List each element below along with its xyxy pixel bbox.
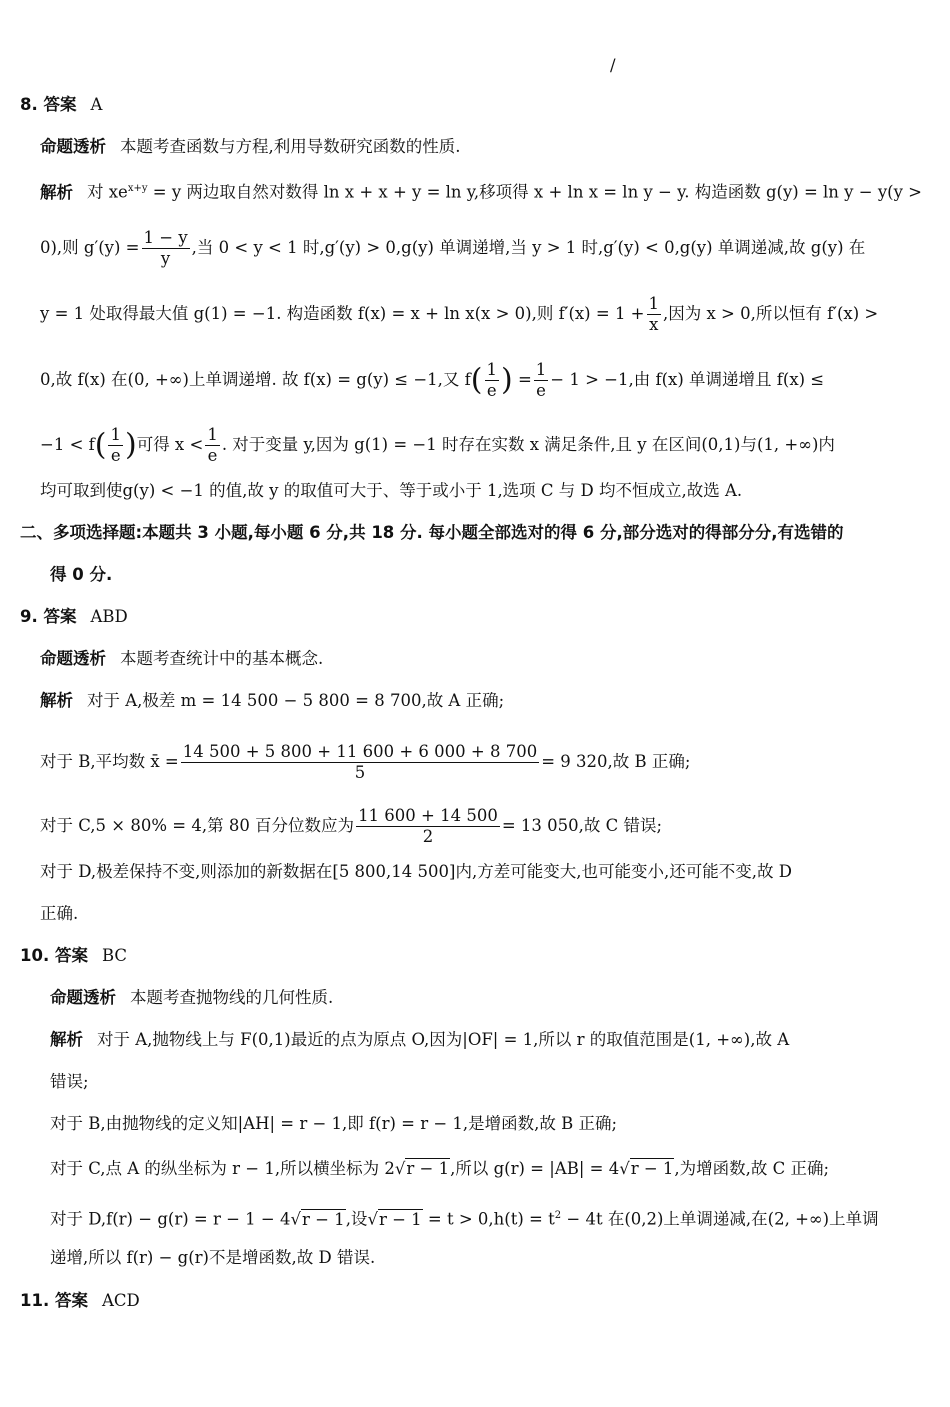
q8-answer-line [20, 93, 102, 117]
q8-fraction [485, 360, 500, 401]
q8-analysis-label: 解析 [40, 182, 73, 202]
numerator: 14 500 + 5 800 + 11 600 + 6 000 + 8 700 [182, 742, 538, 761]
numerator: 1 [486, 360, 497, 379]
q10-analysis-d-cont: 递增,所以 f(r) − g(r)不是增函数,故 D 错误. [50, 1248, 376, 1267]
q8-analysis-line2 [40, 228, 865, 269]
q8-text: . 对于变量 y,因为 g(1) = −1 时存在实数 x 满足条件,且 y 在区间(0,1)与(1, +∞)内 [221, 435, 835, 454]
numerator: 1 − y [143, 228, 188, 247]
q10-text: ,设 [345, 1209, 368, 1229]
q10-analysis-d [50, 1204, 879, 1232]
q9-text: 对于 C,5 × 80% = 4,第 80 百分位数应为 [40, 816, 355, 835]
q8-analysis-line4 [40, 360, 824, 401]
numerator: 1 [535, 360, 547, 379]
q8-text: − 1 > −1,由 f(x) 单调递增且 f(x) ≤ [550, 370, 825, 389]
q10-insight-line [50, 986, 333, 1010]
q10-answer: BC [101, 946, 128, 965]
q8-insight: 本题考查函数与方程,利用导数研究函数的性质. [120, 137, 461, 156]
sqrt-sign: √ [367, 1209, 378, 1229]
q8-text: 0),则 g′(y) = [40, 238, 140, 257]
denominator: e [536, 381, 546, 400]
sqrt-radicand: r − 1 [378, 1209, 422, 1229]
q9-analysis-a [40, 689, 504, 713]
q10-text: ,为增函数,故 C 正确; [674, 1159, 830, 1178]
paren-close: ) [124, 427, 137, 463]
section2-heading-cont: 得 0 分. [50, 565, 113, 584]
q9-text: = 13 050,故 C 错误; [501, 816, 663, 835]
q8-insight-label: 命题透析 [40, 137, 106, 156]
q10-text: − 4t 在(0,2)上单调递减,在(2, +∞)上单调 [561, 1209, 879, 1229]
paren-open: ( [94, 427, 107, 463]
q9-insight: 本题考查统计中的基本概念. [120, 649, 324, 668]
q8-fraction [142, 228, 190, 269]
denominator: y [160, 249, 171, 268]
q8-exponent: x+y [127, 183, 148, 194]
q8-text: y = 1 处取得最大值 g(1) = −1. 构造函数 f(x) = x + ln x(x > 0),则 f′(x) = 1 + [40, 304, 645, 323]
q8-answer: A [90, 95, 103, 114]
section2-heading: 二、多项选择题:本题共 3 小题,每小题 6 分,共 18 分. 每小题全部选对的得 6 分,部分选对的得部分分,有选错的 [20, 523, 844, 542]
numerator: 1 [110, 425, 121, 444]
q9-fraction [356, 806, 500, 847]
q10-insight-label: 命题透析 [50, 988, 116, 1007]
q8-text: 0,故 f(x) 在(0, +∞)上单调递增. 故 f(x) = g(y) ≤ −1,又 f [40, 370, 471, 389]
q10-text: = t > 0,h(t) = t [422, 1209, 555, 1229]
q10-answer-line [20, 944, 127, 968]
numerator: 1 [648, 294, 660, 313]
sqrt-sign: √ [290, 1209, 301, 1229]
q11-answer: ACD [101, 1291, 140, 1310]
q10-head: 10. 答案 [20, 946, 88, 965]
q9-answer-line [20, 605, 128, 629]
q8-text: ,当 0 < y < 1 时,g′(y) > 0,g(y) 单调递增,当 y > 1 时,g′(y) < 0,g(y) 单调递减,故 g(y) 在 [191, 238, 866, 257]
q11-head: 11. 答案 [20, 1291, 88, 1310]
sqrt-radicand: r − 1 [301, 1209, 345, 1229]
q10-text: ,所以 g(r) = |AB| = 4 [450, 1159, 620, 1178]
q8-fraction [205, 425, 220, 466]
q10-text: 对于 C,点 A 的纵坐标为 r − 1,所以横坐标为 2 [50, 1159, 395, 1178]
q9-fraction [181, 742, 539, 783]
q10-insight: 本题考查抛物线的几何性质. [130, 988, 334, 1007]
q10-text: 对于 D,f(r) − g(r) = r − 1 − 4 [50, 1209, 291, 1229]
denominator: 5 [354, 763, 366, 782]
q8-text: 可得 x < [136, 435, 204, 454]
sqrt-sign: √ [394, 1159, 406, 1178]
denominator: 2 [422, 827, 434, 846]
q9-analysis-label: 解析 [40, 691, 73, 710]
paren-close: ) [501, 362, 513, 398]
q9-analysis-d-cont: 正确. [40, 904, 79, 923]
q8-analysis-line5 [40, 425, 835, 466]
q8-analysis-line6: 均可取到使g(y) < −1 的值,故 y 的取值可大于、等于或小于 1,选项 C 与 D 均不恒成立,故选 A. [40, 481, 743, 500]
q9-analysis-d: 对于 D,极差保持不变,则添加的新数据在[5 800,14 500]内,方差可能变大,也可能变小,还可能不变,故 D [40, 862, 792, 881]
q8-analysis-line3 [40, 294, 878, 335]
q8-fraction [108, 425, 123, 466]
sqrt-sign: √ [619, 1159, 630, 1178]
paren-open: ( [470, 362, 483, 398]
numerator: 1 [207, 425, 218, 444]
q9-text: 对于 B,平均数 x̄ = [40, 752, 179, 771]
denominator: e [110, 446, 121, 465]
q10-analysis-a-cont: 错误; [50, 1072, 89, 1091]
denominator: e [486, 381, 497, 400]
sqrt-radicand: r − 1 [630, 1159, 674, 1178]
q8-analysis-line1 [40, 177, 922, 205]
q9-head: 9. 答案 [20, 607, 77, 626]
q9-insight-line [40, 647, 323, 671]
q8-head: 8. 答案 [20, 95, 77, 114]
q10-analysis-b: 对于 B,由抛物线的定义知|AH| = r − 1,即 f(r) = r − 1,是增函数,故 B 正确; [50, 1114, 618, 1133]
denominator: e [207, 446, 218, 465]
q8-insight-line [40, 135, 461, 159]
q9-analysis-c [40, 806, 662, 847]
q10-analysis-a [50, 1028, 789, 1052]
q8-text: = [512, 370, 532, 389]
q10-text: 对于 A,抛物线上与 F(0,1)最近的点为原点 O,因为|OF| = 1,所以 r 的取值范围是(1, +∞),故 A [97, 1030, 790, 1049]
q10-analysis-label: 解析 [50, 1030, 83, 1049]
q9-text: 对于 A,极差 m = 14 500 − 5 800 = 8 700,故 A 正确; [87, 691, 505, 710]
q8-text: 对 xe [87, 182, 128, 202]
exponent: 2 [554, 1210, 562, 1221]
numerator: 11 600 + 14 500 [358, 806, 498, 825]
q9-text: = 9 320,故 B 正确; [541, 752, 691, 771]
q11-answer-line [20, 1289, 140, 1313]
sqrt-radicand: r − 1 [406, 1159, 450, 1178]
q9-insight-label: 命题透析 [40, 649, 106, 668]
q8-text: ,因为 x > 0,所以恒有 f′(x) > [663, 304, 879, 323]
denominator: x [649, 315, 659, 334]
q10-analysis-c [50, 1157, 829, 1181]
top-mark: / [610, 56, 616, 75]
q9-analysis-b [40, 742, 690, 783]
q8-text: = y 两边取自然对数得 ln x + x + y = ln y,移项得 x + ln x = ln y − y. 构造函数 g(y) = ln y − y(y > [147, 182, 922, 202]
q8-fraction [534, 360, 549, 401]
q9-answer: ABD [90, 607, 128, 626]
q8-text: −1 < f [40, 435, 95, 454]
q8-fraction [647, 294, 662, 335]
